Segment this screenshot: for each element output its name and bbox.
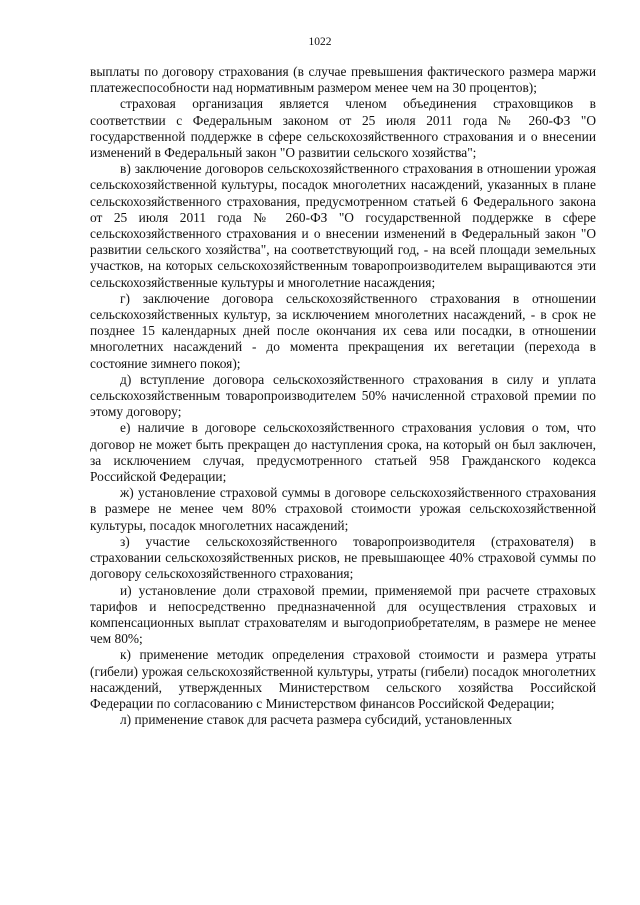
paragraph-item-i: и) установление доли страховой премии, применяемой при расчете страховых тарифов и непосредственно предназначенной для осуществления страховых и компенсационных выплат страхователям и выгодоприобретателям, в размере не менее чем 80%; bbox=[90, 582, 596, 647]
paragraph-item-g: г) заключение договора сельскохозяйственного страхования в отношении сельскохозяйственных культур, за исключением многолетних насаждений, - в срок не позднее 15 календарных дней после окончания их сева или посадки, в отношении многолетних насаждений - до момента прекращения их вегетации (перехода в состояние зимнего покоя); bbox=[90, 290, 596, 371]
paragraph-item-l: л) применение ставок для расчета размера субсидий, установленных bbox=[120, 712, 513, 728]
paragraph-item-zh: ж) установление страховой суммы в договоре сельскохозяйственного страхования в размере не менее чем 80% страховой стоимости урожая сельскохозяйственной культуры, посадок многолетних насаждений; bbox=[90, 485, 596, 533]
paragraph-item-e: е) наличие в договоре сельскохозяйственного страхования условия о том, что договор не может быть прекращен до наступления срока, на который он был заключен, за исключением случая, предусмотренного статьей 958 Гражданского кодекса Российской Федерации; bbox=[90, 420, 596, 485]
paragraph-item-v: в) заключение договоров сельскохозяйственного страхования в отношении урожая сельскохозяйственной культуры, посадок многолетних насаждений, указанных в плане сельскохозяйственного страхования, предусмотренном статьей 6 Федерального закона от 25 июля 2011 года № 260-ФЗ "О государственной поддержке в сфере сельскохозяйственного страхования и о внесении изменений в Федеральный закон "О развитии сельского хозяйства", на соответствующий год, - на всей площади земельных участков, на которых сельскохозяйственным товаропроизводителем выращиваются эти сельскохозяйственные культуры и многолетние насаждения; bbox=[90, 161, 596, 290]
paragraph-continuation: выплаты по договору страхования (в случае превышения фактического размера маржи платежеспособности над нормативным размером менее чем на 30 процентов); bbox=[90, 64, 596, 96]
paragraph-item-d: д) вступление договора сельскохозяйственного страхования в силу и уплата сельскохозяйственным товаропроизводителем 50% начисленной страховой премии по этому договору; bbox=[90, 371, 596, 420]
document-body bbox=[90, 64, 596, 728]
paragraph-item-k: к) применение методик определения страховой стоимости и размера утраты (гибели) урожая сельскохозяйственной культуры, утраты (гибели) посадок многолетних насаждений, утвержденных Министерством сельского хозяйства Российской Федерации по согласованию с Министерством финансов Российской Федерации; bbox=[90, 647, 596, 711]
paragraph-insurer-membership: страховая организация является членом объединения страховщиков в соответствии с Федеральным законом от 25 июля 2011 года № 260-ФЗ "О государственной поддержке в сфере сельскохозяйственного страхования и о внесении изменений в Федеральный закон "О развитии сельского хозяйства"; bbox=[90, 96, 596, 161]
paragraph-item-z: з) участие сельскохозяйственного товаропроизводителя (страхователя) в страховании сельскохозяйственных рисков, не превышающее 40% страховой суммы по договору сельскохозяйственного страхования; bbox=[90, 533, 596, 582]
page-number: 1022 bbox=[308, 36, 332, 48]
